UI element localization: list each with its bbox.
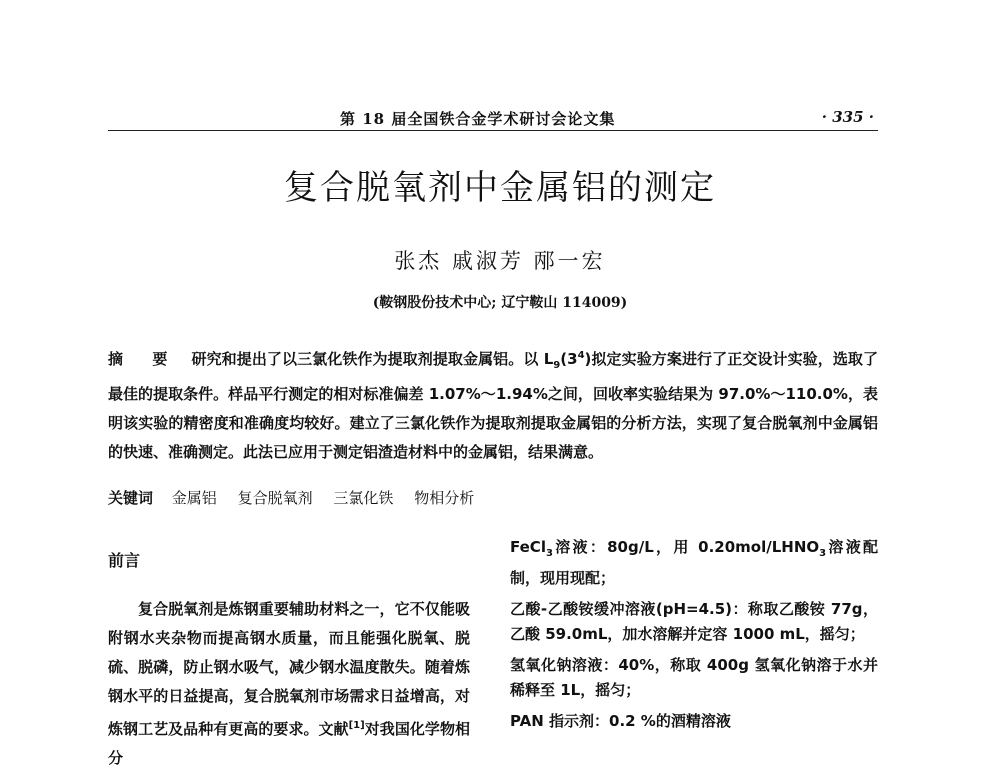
abstract-l-subscript: 9 — [553, 360, 561, 371]
running-header — [108, 108, 878, 131]
fecl3-subscript: 3 — [545, 548, 553, 559]
preface-text-continued: 对我国化学物相分 — [108, 720, 470, 767]
fecl3-text-b: 溶液：80g/L，用 0.20mol/LHNO — [552, 538, 820, 556]
abstract-label: 摘 要 — [108, 350, 180, 368]
abstract — [108, 341, 878, 467]
page-number: · 335 · — [821, 108, 874, 126]
left-column — [108, 548, 470, 773]
section-title-preface: 前言 — [108, 551, 141, 570]
fecl3-text-c: 溶液配制，现用现配； — [510, 538, 878, 587]
reagent-pan: PAN 指示剂：0.2 %的酒精溶液 — [510, 712, 731, 730]
keywords — [108, 486, 878, 510]
right-column — [510, 535, 878, 734]
abstract-l-paren: (3 — [560, 350, 578, 368]
citation-ref: [1] — [348, 720, 365, 731]
fecl3-text-a: FeCl — [510, 538, 546, 556]
paper-title: 复合脱氧剂中金属铝的测定 — [284, 168, 716, 208]
keywords-label: 关键词 — [108, 489, 154, 507]
author-list: 张杰 戚淑芳 邴一宏 — [394, 249, 606, 273]
keyword: 物相分析 — [414, 489, 475, 507]
keyword: 复合脱氧剂 — [237, 489, 313, 507]
affiliation: (鞍钢股份技术中心; 辽宁鞍山 114009) — [372, 295, 628, 311]
reagent-naoh: 氢氧化钠溶液：40%，称取 400g 氢氧化钠溶于水并稀释至 1L，摇匀； — [510, 656, 878, 699]
abstract-text-part-1: 研究和提出了以三氯化铁作为提取剂提取金属铝。以 L — [191, 350, 554, 368]
conference-title: 第 18 届全国铁合金学术研讨会论文集 — [340, 110, 616, 128]
preface-paragraph — [108, 595, 470, 773]
abstract-l-superscript: 4 — [577, 350, 585, 361]
keyword: 金属铝 — [171, 489, 217, 507]
hno3-subscript: 3 — [819, 548, 827, 559]
abstract-text-part-2: )拟定实验方案进行了正交设计实验，选取了最佳的提取条件。样品平行测定的相对标准偏差 1.07%～1.94%之间，回收率实验结果为 97.0%～110.0%，表明该实验的精密度和准确度均较好。建立了三氯化铁作为提取剂提取金属铝的分析方法，实现了复合脱氧剂中金属铝的快速、准确测定。此法已应用于测定铝渣造材料中的金属铝，结果满意。 — [108, 350, 878, 461]
reagent-fecl3 — [510, 535, 878, 591]
reagent-buffer: 乙酸-乙酸铵缓冲溶液(pH=4.5)：称取乙酸铵 77g，乙酸 59.0mL，加水溶解并定容 1000 mL，摇匀； — [510, 600, 878, 643]
preface-text: 复合脱氧剂是炼钢重要辅助材料之一，它不仅能吸附钢水夹杂物而提高钢水质量，而且能强化脱氧、脱硫、脱磷，防止钢水吸气，减少钢水温度散失。随着炼钢水平的日益提高，复合脱氧剂市场需求日益增高，对炼钢工艺及品种有更高的要求。文献 — [108, 600, 470, 738]
keyword: 三氯化铁 — [333, 489, 394, 507]
